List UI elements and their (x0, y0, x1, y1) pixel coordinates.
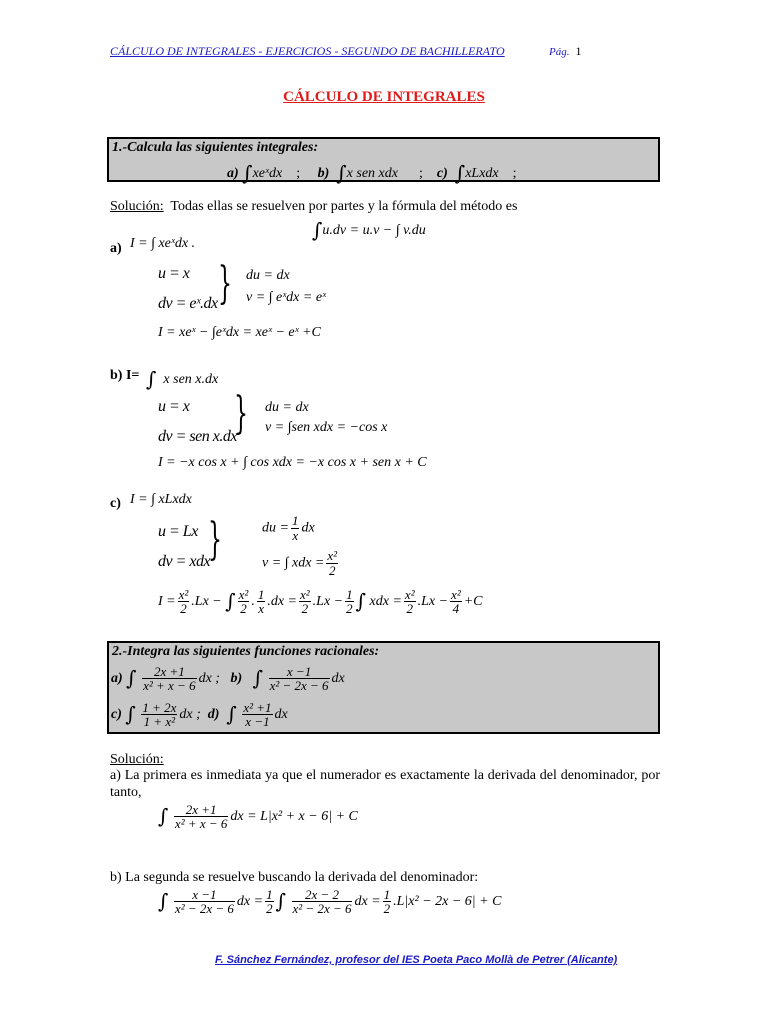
exercise-2-box (107, 641, 660, 734)
solution-2b-formula: ∫ $\frac{x -1}{\text{x² − 2x − 6}}$ dx = $\frac{1}{2}$ ∫ $\frac{2x - 2}{\text{x² − 2x − 6}}$ dx = $\frac{1}{2}$ .L|x² − 2x − 6| + C (158, 886, 502, 917)
exercise-2-title: 2.-Integra las siguientes funciones racionales: (112, 644, 380, 659)
solution-1-label: Solución: (110, 199, 164, 214)
solution-2b-text: b) La segunda se resuelve buscando la derivada del denominador: (110, 870, 479, 885)
solution-2a-formula: ∫ $\frac{2x +1}{\text{x² + x − 6}}$ dx = L|x² + x − 6| + C (158, 801, 358, 832)
sol-1b-brace: } (234, 388, 248, 439)
document-title: CÁLCULO DE INTEGRALES (283, 89, 485, 105)
parts-formula: ∫u.dv = u.v − ∫ v.du (312, 218, 426, 242)
sol-1a-dv: dv = eˣ.dx (158, 295, 218, 312)
page-footer: F. Sánchez Fernández, profesor del IES Poeta Paco Mollà de Petrer (Alicante) (215, 954, 618, 966)
sol-1c-label: c) (110, 496, 121, 511)
exercise-1-items: a) ∫xeˣdx ; b) ∫x sen xdx ; c) ∫xLxdx ; (227, 161, 517, 185)
ex1-a-expr: xeˣdx (252, 166, 283, 181)
page-number-value: 1 (575, 44, 582, 58)
sol-1b-v: v = ∫sen xdx = −cos x (265, 420, 388, 435)
page-number (549, 44, 581, 59)
sol-1a-u: u = x (158, 265, 190, 282)
exercise-1-title: 1.-Calcula las siguientes integrales: (112, 140, 319, 155)
sol-1a-du: du = dx (246, 268, 290, 283)
page-label: Pág. (549, 46, 570, 58)
sol-1a-v: v = ∫ eˣdx = eˣ (246, 290, 326, 305)
running-header: CÁLCULO DE INTEGRALES - EJERCICIOS - SEGUNDO DE BACHILLERATO (110, 44, 505, 58)
sol-1a-label: a) (110, 241, 122, 256)
ex1-b-expr: x sen xdx (346, 166, 398, 181)
solution-2a-text: a) La primera es inmediata ya que el numerador es exactamente la derivada del denominador, por tanto, (110, 768, 660, 800)
exercise-2-row-1: a) ∫ $\frac{2x +1}{\text{x² + x − 6}}$ dx ; b) ∫ $\frac{x -1}{\text{x² − 2x − 6}}$ dx (111, 663, 345, 694)
sol-1b-du: du = dx (265, 400, 309, 415)
solution-2-label: Solución: (110, 752, 164, 767)
sol-1b-u: u = x (158, 398, 190, 415)
sol-1a-statement: I = ∫ xeˣdx . (130, 236, 196, 251)
sol-1c-u: u = Lx (158, 523, 198, 540)
sol-1a-brace: } (218, 258, 232, 309)
sol-1b-result: I = −x cos x + ∫ cos xdx = −x cos x + sen x + C (158, 455, 427, 470)
sol-1c-brace: } (208, 514, 222, 565)
sol-1c-result: I = $\frac{\text{x²}}{2}$ .Lx − ∫ $\frac{\text{x²}}{2}$ . $\frac{1}{x}$ .dx = $\frac{\text{x²}}{2}$ .Lx − $\frac{1}{2}$ ∫ xdx = $\frac{\text{x²}}{2}$ .Lx − $\frac{\text{x²}}{4}$ +C (158, 586, 483, 617)
sol-1c-statement: I = ∫ xLxdx (130, 492, 192, 507)
exercise-1-box (107, 137, 660, 185)
sol-1b-statement: ∫ x sen x.dx (146, 367, 219, 391)
sol-1c-v: v = ∫ xdx = $\frac{\text{x²}}{2}$ (262, 548, 338, 578)
sol-1a-result: I = xeˣ − ∫eˣdx = xeˣ − eˣ +C (158, 325, 321, 340)
sol-1b-dv: dv = sen x.dx (158, 428, 237, 445)
sol-1c-du: du = $\frac{1}{x}$ dx (262, 513, 315, 543)
sol-1b-label: b) I= (110, 368, 140, 383)
exercise-2-row-2: c) ∫ $\frac{1 + 2x}{\text{1 + x²}}$ dx ; d) ∫ $\frac{\text{x² +1}}{x -1}$ dx (111, 699, 288, 730)
solution-1-intro: Solución: Todas ellas se resuelven por partes y la fórmula del método es (110, 199, 518, 214)
ex1-c-expr: xLxdx (465, 166, 499, 181)
sol-1c-dv: dv = xdx (158, 553, 211, 570)
